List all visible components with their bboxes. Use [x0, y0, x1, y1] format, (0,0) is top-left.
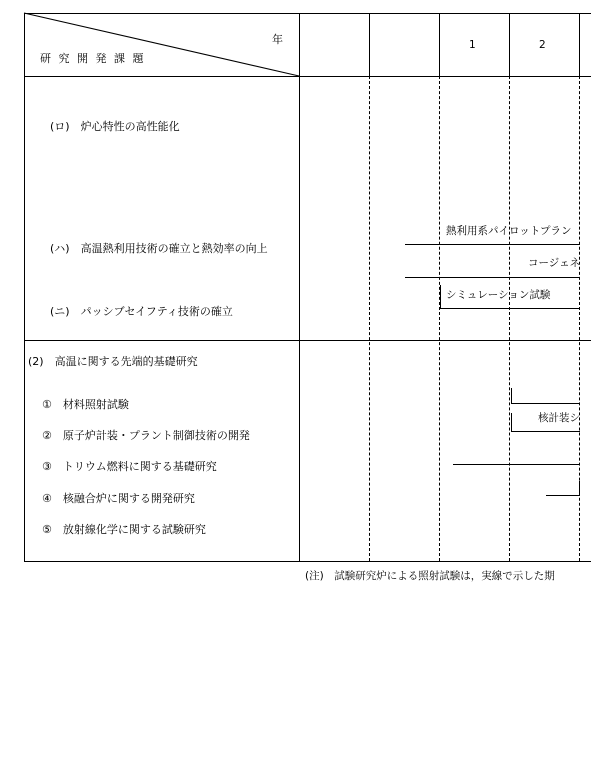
row-core-characteristics: (ロ) 炉心特性の高性能化 [50, 120, 180, 133]
item-radiation-chemistry: ⑤ 放射線化学に関する試験研究 [42, 523, 206, 536]
footnote: (注) 試験研究炉による照射試験は，実線で示した期 [305, 570, 555, 582]
year-col-3-label: 1 [469, 39, 476, 51]
bar-instrument-start-tick [511, 413, 512, 431]
bar-simulation [440, 308, 580, 309]
row-passive-safety: (ニ) パッシブセイフティ技術の確立 [50, 305, 233, 318]
item-material-irradiation: ① 材料照射試験 [42, 398, 129, 411]
item-thorium-fuel: ③ トリウム燃料に関する基礎研究 [42, 460, 217, 473]
bar-label-instrument: 核計装シ [538, 412, 580, 424]
item-fusion-reactor: ④ 核融合炉に関する開発研究 [42, 492, 195, 505]
bar-heat-pilot [405, 244, 580, 245]
section-2-title: (2) 高温に関する先端的基礎研究 [28, 355, 198, 368]
bar-simulation-start-tick [440, 285, 441, 309]
year-col-4-label: 2 [539, 39, 546, 51]
bar-thorium-fuel [453, 464, 580, 465]
item-instrumentation: ② 原子炉計装・プラント制御技術の開発 [42, 429, 250, 442]
year-label: 年 [272, 33, 283, 46]
bar-cogeneration [405, 277, 580, 278]
bar-label-cogeneration: コージェネ [528, 257, 581, 269]
bar-fusion-reactor [546, 495, 580, 496]
bar-label-simulation: シミュレーション試験 [446, 289, 551, 301]
bar-instrument [511, 431, 580, 432]
row-heat-utilization: (ハ) 高温熱利用技術の確立と熱効率の向上 [50, 242, 268, 255]
bar-material-irradiation [511, 403, 580, 404]
bar-label-heat-pilot: 熱利用系パイロットプラン [446, 225, 572, 237]
task-label: 研 究 開 発 課 題 [40, 52, 146, 65]
bar-fusion-end-tick [579, 481, 580, 495]
bar-material-start-tick [511, 388, 512, 403]
